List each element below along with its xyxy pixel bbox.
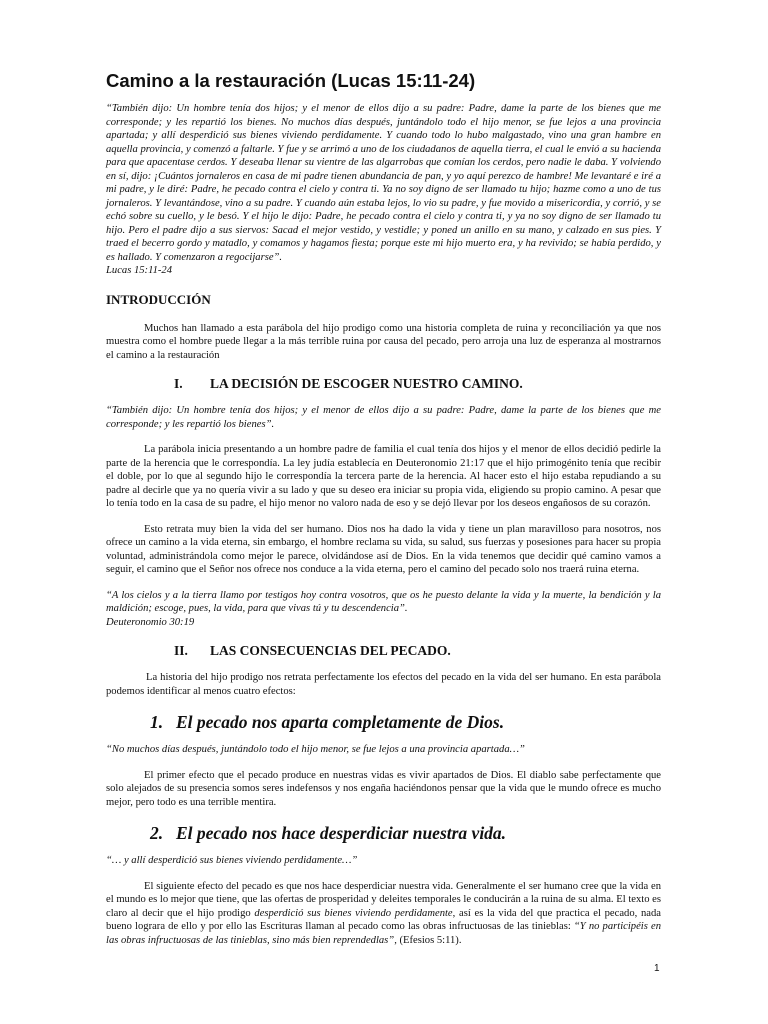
point-2-paragraph <box>106 880 661 948</box>
section-1-title: LA DECISIÓN DE ESCOGER NUESTRO CAMINO. <box>210 376 523 391</box>
point-2-text-c: , así es la vida del que practica el pecado, nada bueno lograra de ello y por ello las Escrituras llaman al pecado como las obras infructuosas de las tinieblas: <box>106 907 661 932</box>
page-content <box>106 70 661 947</box>
point-1-heading <box>106 712 661 733</box>
intro-paragraph: Muchos han llamado a esta parábola del hijo prodigo como una historia completa de ruina y reconciliación ya que nos muestra como el hombre puede llegar a la más terrible ruina por causa del pecado, pero arroja una luz de esperanza al mostrarnos el camino a la restauración <box>106 322 661 361</box>
opening-reference: Lucas 15:11-24 <box>106 265 173 276</box>
section-1-paragraph-1: La parábola inicia presentando a un hombre padre de familia el cual tenía dos hijos y el menor de ellos decidió pedirle la parte de la herencia que le correspondía. La ley judía establecía en Deuteronomio 21:17 que el hijo primogénito tenía que recibir el doble, por lo que al segundo hijo le correspondía la tercera parte de la herencia. Al hacer esto el hijo estaba repudiando a su padre al decirle que ya no quería vivir a su lado y que su deseo era iniciar su propia vida, eligiendo su propio camino. A pesar que lo tenía todo en la casa de su padre, el hijo menor no valoro nada de eso y se dejó llevar por los deseos engañosos de su corazón. <box>106 444 661 509</box>
point-2-text-e: , (Efesios 5:11). <box>394 934 462 946</box>
section-2-title: LAS CONSECUENCIAS DEL PECADO. <box>210 643 451 658</box>
document-title: Camino a la restauración (Lucas 15:11-24) <box>106 70 476 91</box>
point-2-emphasis: desperdició sus bienes viviendo perdidamente <box>254 907 453 919</box>
section-1-paragraph-2: Esto retrata muy bien la vida del ser humano. Dios nos ha dado la vida y tiene un plan maravilloso para nosotros, nos ofrece un camino a la vida eterna, sin embargo, el hombre reclama su vida, su salud, sus fuerzas y posesiones para hacer su propia voluntad, administrándola como mejor le parece, olvidándose así de Dios. En la vida tenemos que decidir qué camino vamos a seguir, el camino que el Señor nos ofrece nos conduce a la vida eterna, pero el camino del pecado solo nos traerá ruina eterna. <box>106 523 661 575</box>
point-2-scripture-quote: “Y no participéis en las obras infructuosas de las tinieblas, sino más bien reprendedlas” <box>106 921 662 946</box>
point-2-title: El pecado nos hace desperdiciar nuestra vida. <box>176 823 507 843</box>
point-1-paragraph: El primer efecto que el pecado produce en nuestras vidas es vivir apartados de Dios. El diablo sabe perfectamente que solo alejados de su presencia somos seres indefensos y nos engaña haciéndonos pensar que la vida que le mundo ofrece es mucho mejor, pero todo es una terrible mentira. <box>106 769 661 808</box>
point-1-title: El pecado nos aparta completamente de Dios. <box>176 712 505 732</box>
opening-quote: “También dijo: Un hombre tenía dos hijos; y el menor de ellos dijo a su padre: Padre, dame la parte de los bienes que me corresponde; y les repartió los bienes. No muchos días después, juntándolo todo el hijo menor, se fue lejos a una provincia apartada; y allí desperdició sus bienes viviendo perdidamente. Y cuando todo lo hubo malgastado, vino una gran hambre en aquella provincia, y comenzó a faltarle. Y fue y se arrimó a uno de los ciudadanos de aquella tierra, el cual le envió a su hacienda para que apacentase cerdos. Y deseaba llenar su vientre de las algarrobas que comían los cerdos, pero nadie le daba. Y volviendo en sí, dijo: ¡Cuántos jornaleros en casa de mi padre tienen abundancia de pan, y yo aquí perezco de hambre! Me levantaré e iré a mi padre, y le diré: Padre, he pecado contra el cielo y contra ti. Ya no soy digno de ser llamado tu hijo; hazme como a uno de tus jornaleros. Y levantándose, vino a su padre. Y cuando aún estaba lejos, lo vio su padre, y fue movido a misericordia, y corrió, y se echó sobre su cuello, y le besó. Y el hijo le dijo: Padre, he pecado contra el cielo y contra ti, y ya no soy digno de ser llamado tu hijo. Pero el padre dijo a sus siervos: Sacad el mejor vestido, y vestidle; y poned un anillo en su mano, y calzado en sus pies. Y traed el becerro gordo y matadlo, y comamos y hagamos fiesta; porque este mi hijo muerto era, y ha revivido; se había perdido, y es hallado. Y comenzaron a regocijarse”. <box>106 103 661 263</box>
point-1-number: 1. <box>150 712 164 732</box>
point-2-number: 2. <box>150 823 164 843</box>
point-2-text-a: El siguiente efecto del pecado es que nos hace desperdiciar nuestra vida. Generalmente el ser humano cree que la vida en el mundo es lo mejor que tiene, que las ofertas de prosperidad y deleites temporales le conducirán a la ruina de su alma. El texto es claro al decir que el hijo prodigo <box>106 880 661 919</box>
intro-heading: INTRODUCCIÓN <box>106 291 211 307</box>
point-2-quote: “… y allí desperdició sus bienes viviendo perdidamente…” <box>106 855 358 866</box>
section-1-quote: “También dijo: Un hombre tenía dos hijos; y el menor de ellos dijo a su padre: Padre, dame la parte de los bienes que me corresponde; y les repartió los bienes”. <box>106 405 661 430</box>
section-1-quote-2-reference: Deuteronomio 30:19 <box>106 616 195 628</box>
section-2-number: II. <box>174 643 188 658</box>
section-1-number: I. <box>174 376 183 391</box>
section-2-heading <box>106 643 661 659</box>
point-2-heading <box>106 823 661 844</box>
section-1-quote-2: “A los cielos y a la tierra llamo por testigos hoy contra vosotros, que os he puesto delante la vida y la muerte, la bendición y la maldición; escoge, pues, la vida, para que vivas tú y tu descendencia”. <box>106 589 661 614</box>
page-number: 1 <box>654 963 660 974</box>
point-1-quote: “No muchos días después, juntándolo todo el hijo menor, se fue lejos a una provincia apartada…” <box>106 744 525 755</box>
section-1-heading <box>106 376 661 392</box>
section-2-intro: La historia del hijo prodigo nos retrata perfectamente los efectos del pecado en la vida del ser humano. En esta parábola podemos identificar al menos cuatro efectos: <box>106 672 661 697</box>
